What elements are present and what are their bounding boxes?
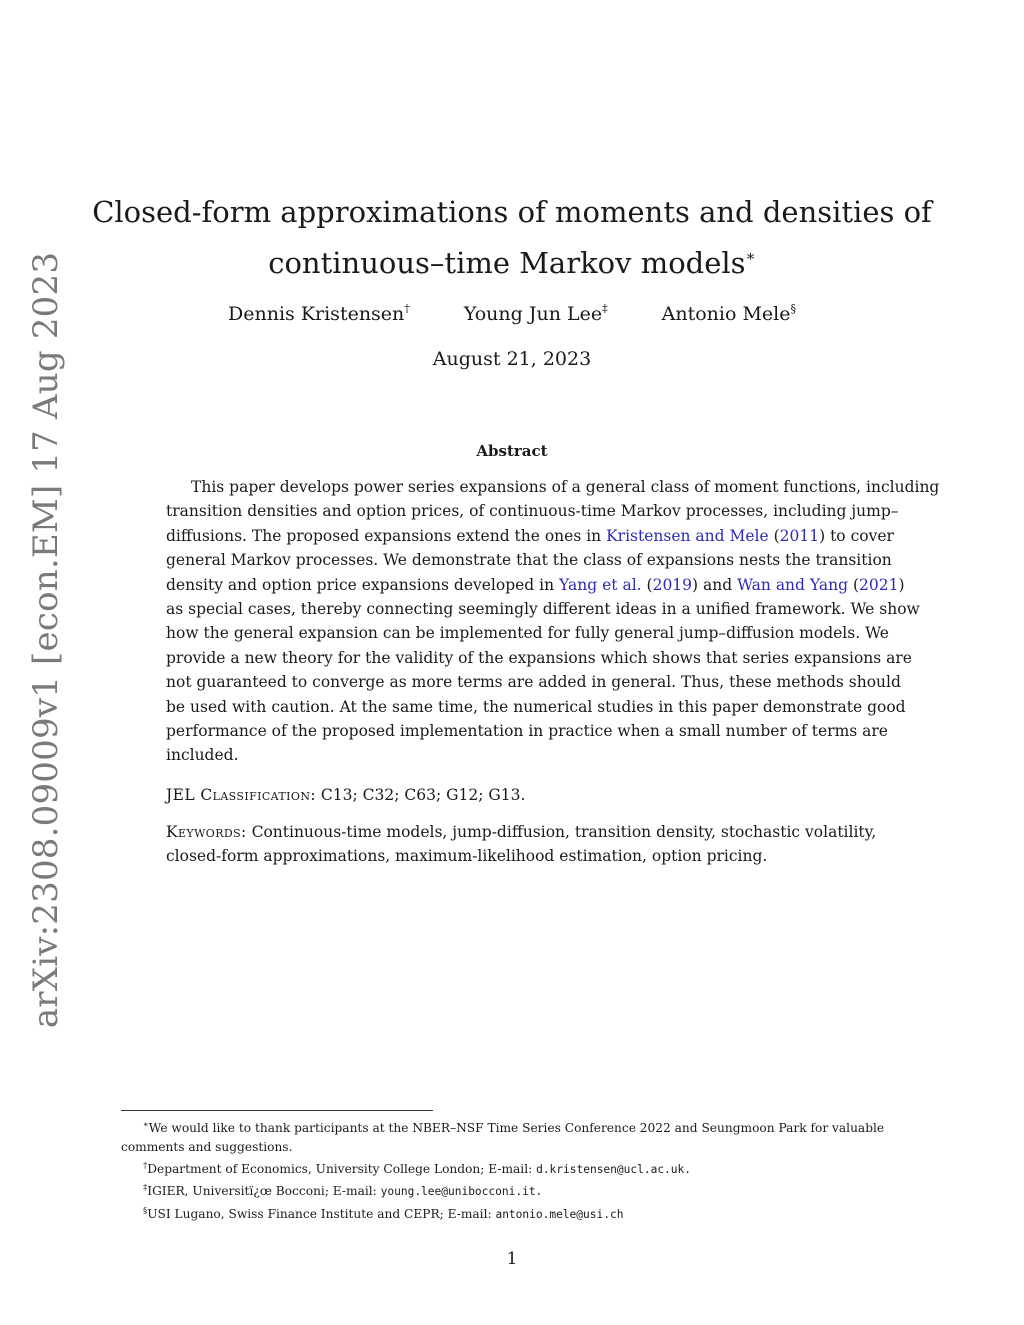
- footnote-kristensen: [121, 1157, 904, 1180]
- footnote-mark: ∗: [143, 1120, 149, 1130]
- text-run: ) to cover: [819, 526, 894, 545]
- footnote-text: Department of Economics, University College London; E-mail:: [147, 1161, 537, 1176]
- citation-year-link[interactable]: 2021: [859, 575, 899, 594]
- email-link[interactable]: antonio.mele@usi.ch: [495, 1208, 624, 1222]
- title-footnote-mark[interactable]: ∗: [745, 247, 756, 265]
- keywords-text: Continuous-time models, jump-diffusion, transition density, stochastic volatility,: [246, 823, 877, 841]
- abstract-line: not guaranteed to converge as more terms are added in general. Thus, these methods should: [166, 673, 901, 692]
- abstract-line: be used with caution. At the same time, the numerical studies in this paper demonstrate good: [166, 697, 906, 716]
- citation-year-link[interactable]: 2019: [652, 575, 693, 594]
- keywords-line: [166, 820, 877, 844]
- abstract-heading: Abstract: [476, 442, 548, 460]
- text-run: (: [848, 575, 860, 594]
- text-run: density and option price expansions developed in: [166, 575, 560, 594]
- author-footnote-mark[interactable]: ‡: [602, 302, 608, 315]
- citation-link-kristensen-mele[interactable]: Kristensen and Mele: [606, 526, 769, 545]
- abstract-line: transition densities and option prices, of continuous-time Markov processes, including jump–: [166, 502, 899, 521]
- paper-date: August 21, 2023: [432, 348, 592, 370]
- author-name: Young Jun Lee: [463, 303, 603, 325]
- text-run: (: [641, 575, 653, 594]
- text-run: diffusions. The proposed expansions extend the ones in: [166, 526, 607, 545]
- abstract-line: [166, 573, 905, 597]
- footnotes: [121, 1116, 904, 1225]
- author-name: Dennis Kristensen: [228, 303, 405, 325]
- footnote-lee: [121, 1179, 904, 1202]
- email-link[interactable]: d.kristensen@ucl.ac.uk.: [536, 1162, 691, 1176]
- abstract-line: This paper develops power series expansions of a general class of moment functions, including: [191, 478, 940, 496]
- citation-year-link[interactable]: 2011: [779, 526, 820, 545]
- abstract-line: how the general expansion can be implemented for fully general jump–diffusion models. We: [166, 624, 889, 643]
- footnote-rule: [121, 1110, 433, 1111]
- citation-link-yang[interactable]: Yang et al.: [559, 575, 642, 594]
- author-footnote-mark[interactable]: †: [404, 302, 410, 315]
- abstract-line: performance of the proposed implementation in practice when a small number of terms are: [166, 722, 888, 741]
- jel-label: JEL Classification:: [166, 786, 316, 804]
- author-footnote-mark[interactable]: §: [790, 302, 796, 315]
- abstract-line: general Markov processes. We demonstrate that the class of expansions nests the transition: [166, 551, 892, 570]
- footnote-text: IGIER, Universitï¿œ Bocconi; E-mail:: [147, 1184, 381, 1199]
- abstract-line: provide a new theory for the validity of the expansions which shows that series expansions are: [166, 648, 912, 667]
- author-mele: [662, 302, 796, 325]
- footnote-mele: [121, 1202, 904, 1225]
- abstract-line: included.: [166, 746, 239, 765]
- keywords-line: closed-form approximations, maximum-likelihood estimation, option pricing.: [166, 847, 768, 866]
- jel-codes: C13; C32; C63; G12; G13.: [315, 786, 526, 804]
- citation-link-wan-yang[interactable]: Wan and Yang: [737, 575, 849, 594]
- keywords: [166, 820, 877, 869]
- footnote-mark: †: [143, 1160, 148, 1171]
- title-line-1: Closed-form approximations of moments and densities of: [92, 195, 932, 229]
- text-run: (: [768, 526, 780, 545]
- arxiv-identifier: arXiv:2308.09009v1 [econ.EM] 17 Aug 2023: [26, 251, 66, 1029]
- page-number: 1: [506, 1249, 518, 1269]
- abstract-line: [166, 524, 894, 548]
- abstract-body: [166, 475, 940, 768]
- footnote-mark: §: [143, 1206, 148, 1217]
- text-run: ) and: [692, 575, 738, 594]
- author-name: Antonio Mele: [661, 303, 791, 325]
- abstract-line: as special cases, thereby connecting seemingly different ideas in a unified framework. We show: [166, 600, 920, 619]
- keywords-label: Keywords:: [166, 823, 247, 841]
- footnote-text: We would like to thank participants at the NBER–NSF Time Series Conference 2022 and Seungmoon Park for valuable: [148, 1121, 885, 1135]
- footnote-text: USI Lugano, Swiss Finance Institute and CEPR; E-mail:: [147, 1207, 496, 1222]
- title-line-2-text: continuous–time Markov models: [268, 246, 746, 280]
- text-run: ): [898, 575, 905, 594]
- jel-classification: [166, 786, 858, 804]
- title-line-2: [0, 234, 1024, 285]
- footnote-acknowledgement: [121, 1116, 904, 1138]
- author-list: [0, 302, 1024, 325]
- paper-title: [0, 190, 1024, 285]
- footnote-acknowledgement-cont: comments and suggestions.: [121, 1139, 293, 1154]
- author-lee: [464, 302, 608, 325]
- footnote-mark: ‡: [143, 1183, 148, 1194]
- author-kristensen: [228, 302, 410, 325]
- email-link[interactable]: young.lee@unibocconi.it.: [380, 1185, 543, 1199]
